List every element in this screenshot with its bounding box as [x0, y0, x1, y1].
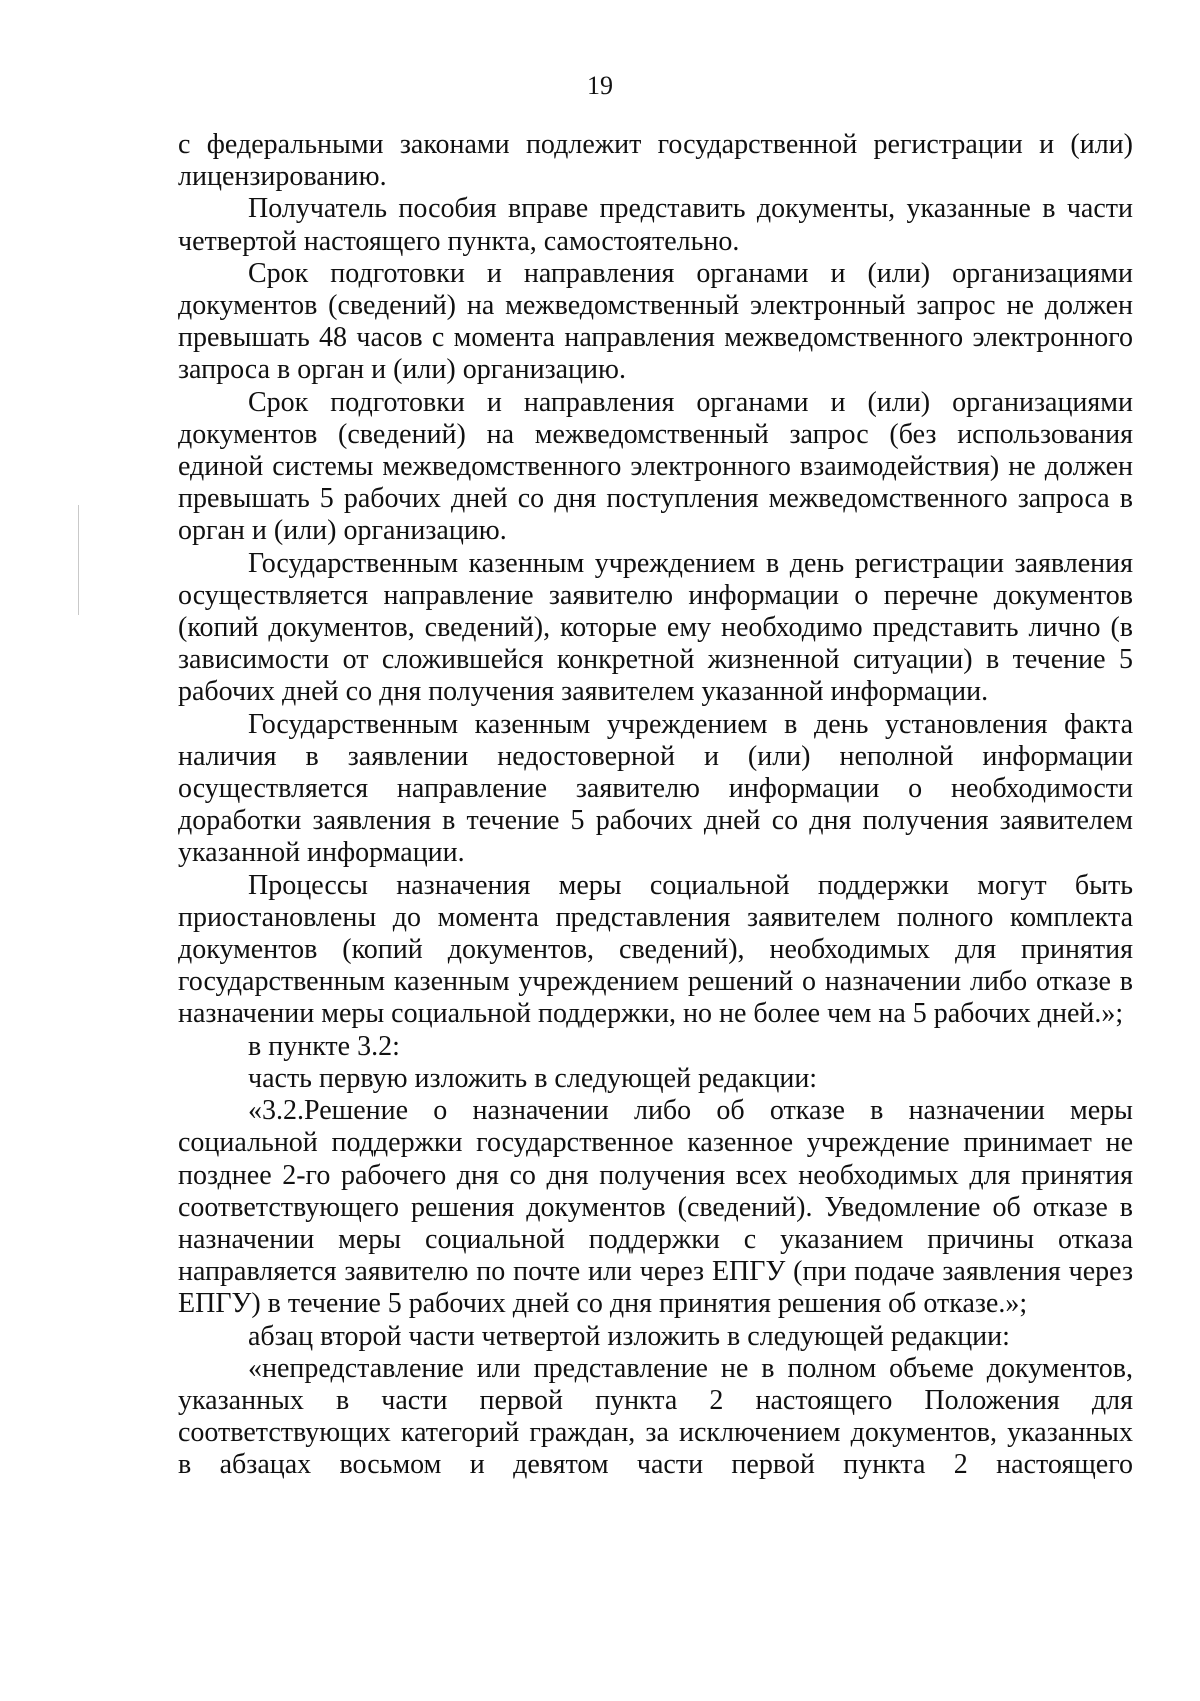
paragraph-suspension: Процессы назначения меры социальной поддержки могут быть приостановлены до момента представления заявителем полного комплекта документов (копий документов, сведений), необходимых для принятия государственным казенным учреждением решений о назначении либо отказе в назначении меры социальной поддержки, но не более чем на 5 рабочих дней.»;: [178, 869, 1133, 1030]
document-body: [178, 129, 1133, 1482]
paragraph-registration-day-notice: Государственным казенным учреждением в день регистрации заявления осуществляется направление заявителю информации о перечне документов (копий документов, сведений), которые ему необходимо представить лично (в зависимости от сложившейся конкретной жизненной ситуации) в течение 5 рабочих дней со дня получения заявителем указанной информации.: [178, 547, 1133, 708]
paragraph-non-submission: «непредставление или представление не в полном объеме документов, указанных в части первой пункта 2 настоящего Положения для соответствующих категорий граждан, за исключением документов, указанных в абзацах восьмом и девятом части первой пункта 2 настоящего: [178, 1352, 1133, 1481]
paragraph-item-3-2-text: «3.2.Решение о назначении либо об отказе в назначении меры социальной поддержки государственное казенное учреждение принимает не позднее 2-го рабочего дня со дня получения всех необходимых для принятия соответствующего решения документов (сведений). Уведомление об отказе в назначении меры социальной поддержки с указанием причины отказа направляется заявителю по почте или через ЕПГУ (при подаче заявления через ЕПГУ) в течение 5 рабочих дней со дня принятия решения об отказе.»;: [178, 1095, 1133, 1320]
paragraph-paper-request-deadline: Срок подготовки и направления органами и (или) организациями документов (сведений) на межведомственный запрос (без использования единой системы межведомственного электронного взаимодействия) не должен превышать 5 рабочих дней со дня поступления межведомственного запроса в орган и (или) организацию.: [178, 386, 1133, 547]
paragraph-incomplete-info-notice: Государственным казенным учреждением в день установления факта наличия в заявлении недостоверной и (или) неполной информации осуществляется направление заявителю информации о необходимости доработки заявления в течение 5 рабочих дней со дня получения заявителем указанной информации.: [178, 708, 1133, 869]
page-number: 19: [587, 71, 613, 100]
paragraph-electronic-request-deadline: Срок подготовки и направления органами и (или) организациями документов (сведений) на межведомственный электронный запрос не должен превышать 48 часов с момента направления межведомственного электронного запроса в орган и (или) организацию.: [178, 257, 1133, 386]
paragraph-in-item-3-2: в пункте 3.2:: [248, 1030, 400, 1062]
paragraph-recipient-documents: Получатель пособия вправе представить документы, указанные в части четвертой настоящего пункта, самостоятельно.: [178, 193, 1133, 257]
paragraph-part-one-edit: часть первую изложить в следующей редакции:: [248, 1062, 818, 1094]
paragraph-continuation: с федеральными законами подлежит государственной регистрации и (или) лицензированию.: [178, 129, 1133, 193]
scan-mark: [78, 505, 79, 615]
paragraph-part-four-edit: абзац второй части четвертой изложить в следующей редакции:: [248, 1320, 1010, 1352]
